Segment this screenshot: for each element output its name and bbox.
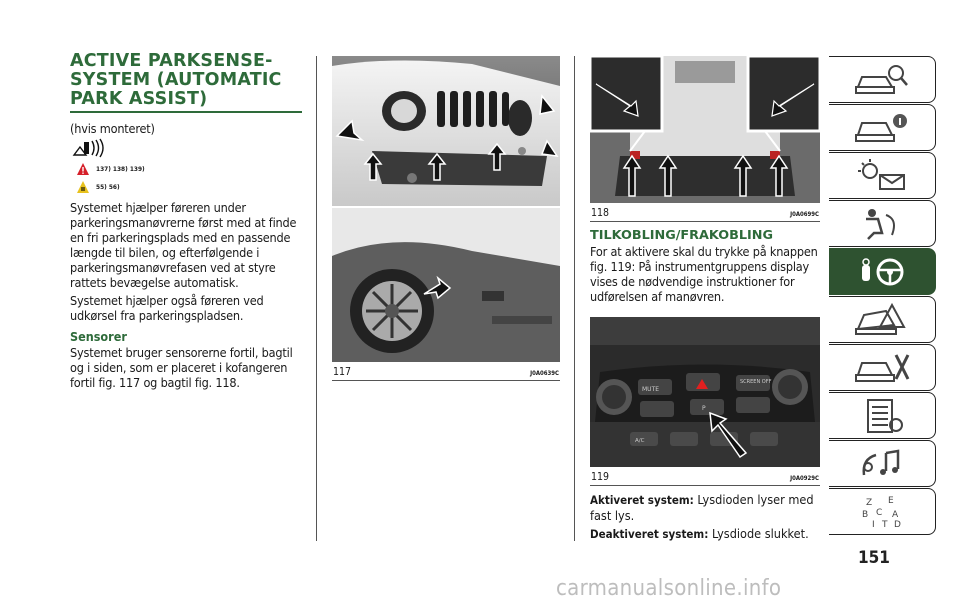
paragraph-1: Systemet hjælper føreren under parkeringsmanøvrerne først med at finde en fri parkeringsplads med en passende længde til bilen, og efterfølgende i parkeringsmanøvrefasen ved at styre rattets bevægelse automatisk.: [70, 200, 297, 290]
figure-117-caption: [332, 366, 560, 381]
svg-text:P: P: [702, 405, 706, 412]
svg-text:D: D: [894, 519, 901, 530]
caution-triangle-icon: [76, 180, 90, 194]
svg-text:C: C: [876, 507, 883, 518]
chapter-tab-safety[interactable]: [829, 200, 936, 247]
inactive-status: [590, 526, 820, 542]
section-title: ACTIVE PARKSENSE- SYSTEM (AUTOMATIC PARK ASSIST): [70, 51, 282, 109]
column-divider-right: [574, 56, 575, 541]
figure-118-caption: [590, 207, 820, 222]
column-divider-left: [316, 56, 317, 541]
chapter-tab-dashboard[interactable]: [829, 104, 936, 151]
front-bumper-photo: [332, 56, 560, 362]
figure-117-number: 117: [333, 366, 352, 378]
danger-triangle-icon: [76, 162, 90, 176]
chapter-tab-technical-data[interactable]: [829, 392, 936, 439]
chapter-tab-starting-driving[interactable]: [829, 248, 936, 295]
parking-assist-icon: [72, 137, 112, 159]
service-tools-icon: [852, 349, 912, 387]
page-number: 151: [858, 548, 890, 568]
activation-title: TILKOBLING/FRAKOBLING: [590, 228, 774, 243]
active-status: [590, 492, 820, 523]
chapter-tab-emergency[interactable]: [829, 296, 936, 343]
figure-119-caption: [590, 471, 820, 486]
chapter-tab-index[interactable]: [829, 488, 936, 535]
chapter-tab-knowing-vehicle[interactable]: [829, 56, 936, 103]
right-column: [590, 56, 820, 542]
figure-118-number: 118: [591, 207, 610, 219]
car-search-icon: [852, 61, 912, 99]
paragraph-2: Systemet hjælper også føreren ved udkørsel fra parkeringspladsen.: [70, 293, 264, 323]
inactive-label: Deaktiveret system:: [590, 527, 709, 541]
figure-119-code: J0A0929C: [790, 475, 819, 482]
svg-text:A: A: [892, 509, 899, 520]
car-info-icon: [852, 109, 912, 147]
watermark-text: carmanualsonline.info: [556, 576, 782, 601]
sensors-heading: Sensorer: [70, 329, 127, 344]
left-column: [70, 52, 304, 390]
inactive-text: Lysdiode slukket.: [711, 526, 809, 541]
svg-text:E: E: [888, 495, 894, 506]
chapter-sidebar: [829, 56, 936, 536]
caution-warning-refs: [70, 178, 304, 196]
sensors-text: Systemet bruger sensorerne fortil, bagtil og i siden, som er placeret i kofangeren fortil fig. 117 og bagtil fig. 118.: [70, 345, 293, 390]
mute-button-label: MUTE: [642, 386, 660, 393]
index-icon: [852, 493, 912, 531]
chapter-tab-servicing[interactable]: [829, 344, 936, 391]
steering-key-icon: [852, 253, 912, 291]
safety-airbag-icon: [852, 205, 912, 243]
active-label: Aktiveret system:: [590, 493, 694, 507]
danger-warning-refs: [70, 160, 304, 178]
svg-text:Z: Z: [866, 497, 873, 508]
svg-text:T: T: [882, 519, 888, 530]
svg-text:B: B: [862, 509, 869, 520]
activation-text: For at aktivere skal du trykke på knappen fig. 119: På instrumentgruppens display vises de nødvendige instruktioner for udførelsen af manøvren.: [590, 244, 818, 304]
availability-note: (hvis monteret): [70, 121, 155, 136]
rear-bumper-photo: [590, 56, 820, 203]
multimedia-icon: [852, 445, 912, 483]
caution-refs-text: 55) 56): [96, 183, 120, 191]
title-underline: [70, 111, 302, 113]
figure-118-code: J0A0699C: [790, 211, 819, 218]
danger-refs-text: 137) 138) 139): [96, 165, 145, 173]
svg-text:I: I: [872, 519, 875, 530]
control-panel-photo: [590, 317, 820, 467]
ac-button-label: A/C: [635, 438, 645, 444]
parksense-symbol: [70, 136, 304, 160]
tech-data-icon: [852, 397, 912, 435]
warning-lights-icon: [852, 157, 912, 195]
figure-117: [332, 56, 560, 381]
figure-119-number: 119: [591, 471, 610, 483]
chapter-tab-multimedia[interactable]: [829, 440, 936, 487]
active-text: Lysdioden lyser med fast lys.: [590, 492, 814, 523]
figure-117-code: J0A0639C: [530, 370, 559, 377]
breakdown-icon: [852, 301, 912, 339]
screen-off-label: SCREEN OFF: [740, 379, 772, 385]
chapter-tab-warning-lights[interactable]: [829, 152, 936, 199]
